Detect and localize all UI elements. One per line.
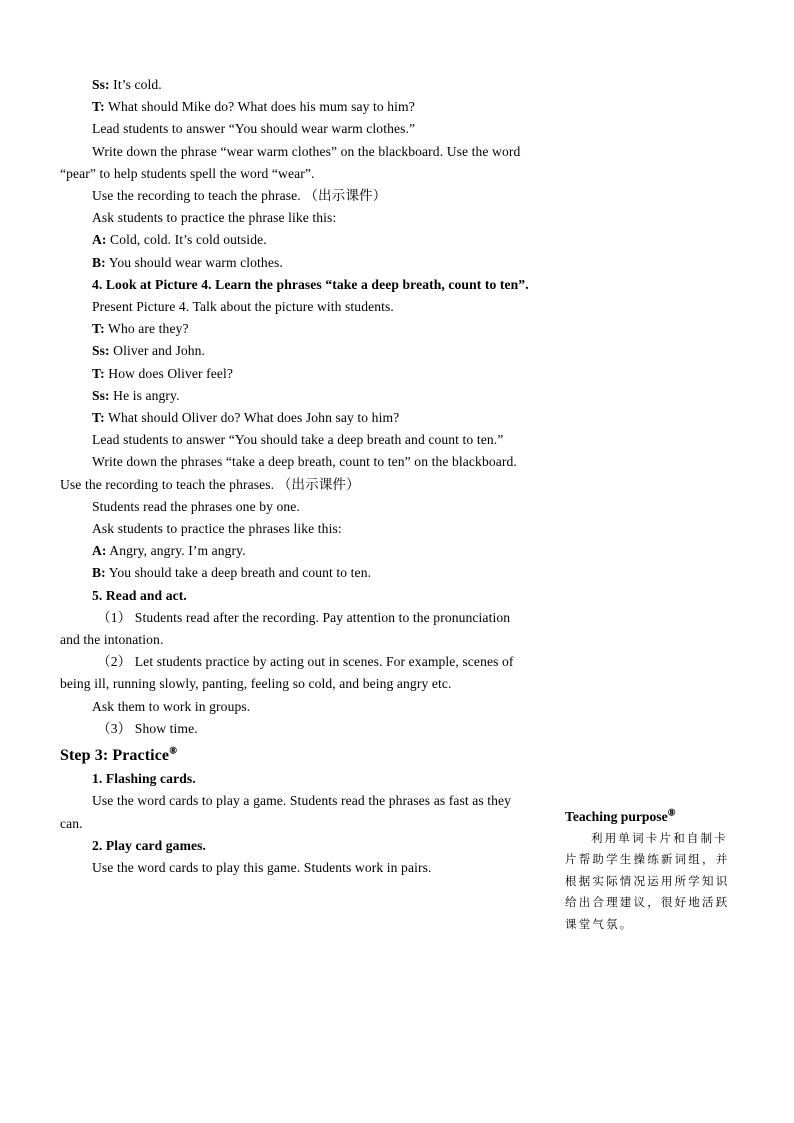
instruction-text: Ask students to practice the phrase like this:: [92, 210, 337, 226]
speaker-label: Ss:: [92, 343, 110, 359]
dialog-line: [60, 385, 530, 407]
sub-step-text: （1） Students read after the recording. Pay attention to the pronunciation and the intonation.: [60, 609, 511, 648]
activity-heading: 1. Flashing cards.: [92, 771, 196, 787]
instruction-text: Present Picture 4. Talk about the picture with students.: [92, 299, 394, 315]
footnote-marker: ⑧: [169, 745, 178, 756]
speaker-label: T:: [92, 410, 105, 426]
activity-heading: 5. Read and act.: [92, 587, 187, 603]
footnote-marker: ⑧: [667, 807, 676, 818]
instruction-text: Write down the phrases “take a deep breath, count to ten” on the blackboard. Use the recording to teach the phrases. （出示课件）: [60, 454, 517, 492]
dialog-text: Cold, cold. It’s cold outside.: [106, 232, 267, 248]
dialog-line: [60, 340, 530, 362]
instruction-text: Ask students to practice the phrases like this:: [92, 521, 342, 537]
instruction-text: Lead students to answer “You should wear warm clothes.”: [92, 121, 416, 137]
sub-step-text: （3） Show time.: [97, 720, 198, 736]
speaker-label: T:: [92, 99, 105, 115]
note-body: 利用单词卡片和自制卡片帮助学生操练新词组，并根据实际情况运用所学知识给出合理建议，很好地活跃课堂气氛。: [565, 830, 730, 931]
instruction-text: Lead students to answer “You should take a deep breath and count to ten.”: [92, 432, 504, 448]
instruction-text: Write down the phrase “wear warm clothes” on the blackboard. Use the word “pear” to help students spell the word “wear”.: [60, 143, 521, 181]
dialog-text: You should take a deep breath and count to ten.: [105, 565, 372, 581]
dialog-line: [60, 562, 530, 584]
dialog-text: Angry, angry. I’m angry.: [106, 543, 246, 559]
dialog-text: What should Oliver do? What does John say to him?: [104, 410, 400, 426]
speaker-label: T:: [92, 365, 105, 381]
instruction-text: Use the word cards to play a game. Students read the phrases as fast as they can.: [60, 793, 512, 831]
dialog-text: How does Oliver feel?: [104, 365, 234, 381]
instruction-text: Use the word cards to play this game. Students work in pairs.: [92, 859, 432, 875]
dialog-line: [60, 252, 530, 274]
lesson-plan-body: [60, 74, 530, 879]
dialog-text: What should Mike do? What does his mum say to him?: [104, 99, 415, 115]
note-title: [565, 806, 733, 828]
dialog-text: Who are they?: [104, 321, 189, 337]
activity-heading: 2. Play card games.: [92, 837, 207, 853]
dialog-line: [60, 229, 530, 251]
dialog-line: [60, 363, 530, 385]
dialog-text: You should wear warm clothes.: [105, 254, 283, 270]
step-heading: [60, 744, 530, 768]
speaker-label: B:: [92, 565, 106, 581]
dialog-line: [60, 74, 530, 96]
dialog-line: [60, 407, 530, 429]
note-title-text: Teaching purpose: [565, 809, 668, 824]
sub-step-text: （2） Let students practice by acting out in scenes. For example, scenes of being ill, running slowly, panting, feeling so cold, and being angry etc.: [60, 654, 514, 692]
teaching-purpose-note: [565, 806, 733, 935]
step-title: Step 3: Practice: [60, 747, 170, 765]
instruction-text: Use the recording to teach the phrase. （出示课件）: [92, 188, 387, 204]
activity-heading: 4. Look at Picture 4. Learn the phrases “take a deep breath, count to ten”.: [92, 276, 529, 292]
speaker-label: Ss:: [92, 77, 110, 92]
instruction-text: Ask them to work in groups.: [92, 698, 251, 714]
dialog-text: He is angry.: [109, 387, 180, 403]
speaker-label: A:: [92, 543, 107, 559]
dialog-line: [60, 318, 530, 340]
dialog-text: Oliver and John.: [109, 343, 206, 359]
speaker-label: T:: [92, 321, 105, 337]
dialog-text: It’s cold.: [109, 77, 162, 92]
speaker-label: Ss:: [92, 387, 110, 403]
speaker-label: B:: [92, 254, 106, 270]
speaker-label: A:: [92, 232, 107, 248]
instruction-text: Students read the phrases one by one.: [92, 498, 300, 514]
dialog-line: [60, 96, 530, 118]
dialog-line: [60, 540, 530, 562]
